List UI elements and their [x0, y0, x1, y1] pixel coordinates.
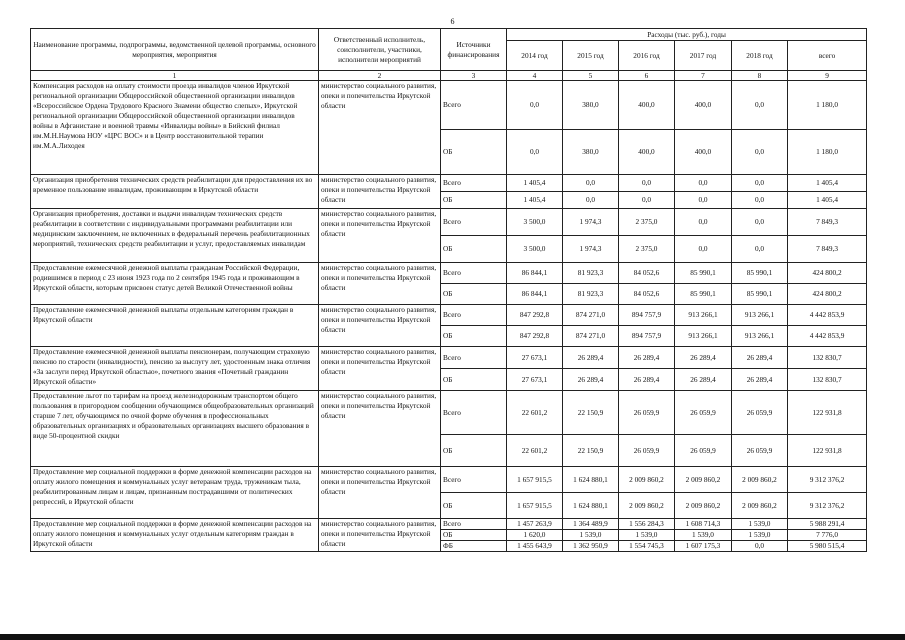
- total-value: 4 442 853,9: [788, 326, 867, 347]
- year-value: 1 364 489,9: [563, 519, 619, 530]
- total-value: 1 405,4: [788, 175, 867, 192]
- year-value: 0,0: [732, 236, 788, 263]
- total-value: 122 931,8: [788, 435, 867, 467]
- year-value: 0,0: [675, 209, 732, 236]
- column-index: 4: [507, 71, 563, 81]
- funding-source: Всего: [441, 263, 507, 284]
- year-value: 913 266,1: [675, 305, 732, 326]
- column-index: 8: [732, 71, 788, 81]
- header-executor: Ответственный исполнитель, соисполнители, участники, исполнители мероприятий: [319, 29, 441, 71]
- year-value: 0,0: [675, 175, 732, 192]
- year-value: 1 554 745,3: [619, 541, 675, 552]
- year-value: 26 289,4: [675, 347, 732, 369]
- column-index: 5: [563, 71, 619, 81]
- year-value: 1 455 643,9: [507, 541, 563, 552]
- year-value: 84 052,6: [619, 263, 675, 284]
- year-value: 874 271,0: [563, 305, 619, 326]
- year-value: 26 289,4: [732, 369, 788, 391]
- funding-source: ОБ: [441, 326, 507, 347]
- executor: министерство социального развития, опеки и попечительства Иркутской области: [319, 263, 441, 305]
- year-value: 85 990,1: [675, 284, 732, 305]
- total-value: 132 830,7: [788, 369, 867, 391]
- table-row: [31, 175, 867, 192]
- year-value: 2 009 860,2: [619, 493, 675, 519]
- year-value: 0,0: [732, 175, 788, 192]
- total-value: 1 180,0: [788, 81, 867, 130]
- activity-name: Компенсация расходов на оплату стоимости проезда инвалидов членов Иркутской региональной организации Общероссийской общественной организации инвалидов «Всероссийское Ордена Трудового Красного Знамени общество слепых», Иркутской региональной организации Общероссийской общественной организации инвалидов войны в Афганистане и военной травмы «Инвалиды войны» в Бийский филиал им.М.Н.Наумова НОУ «ЦРС ВОС» и в Центр восстановительной терапии им.М.А.Лиходея: [31, 81, 319, 175]
- executor: министерство социального развития, опеки и попечительства Иркутской области: [319, 467, 441, 519]
- year-value: 1 657 915,5: [507, 467, 563, 493]
- total-value: 9 312 376,2: [788, 467, 867, 493]
- year-value: 81 923,3: [563, 263, 619, 284]
- executor: министерство социального развития, опеки и попечительства Иркутской области: [319, 347, 441, 391]
- executor: министерство социального развития, опеки и попечительства Иркутской области: [319, 209, 441, 263]
- year-value: 22 150,9: [563, 435, 619, 467]
- year-value: 1 974,3: [563, 236, 619, 263]
- year-value: 913 266,1: [675, 326, 732, 347]
- funding-source: Всего: [441, 175, 507, 192]
- year-value: 86 844,1: [507, 284, 563, 305]
- table-row: [31, 391, 867, 435]
- year-value: 380,0: [563, 81, 619, 130]
- year-value: 0,0: [732, 541, 788, 552]
- year-value: 847 292,8: [507, 326, 563, 347]
- funding-source: Всего: [441, 391, 507, 435]
- year-value: 0,0: [507, 81, 563, 130]
- funding-source: ОБ: [441, 493, 507, 519]
- year-value: 913 266,1: [732, 305, 788, 326]
- column-index-row: [31, 71, 867, 81]
- year-value: 400,0: [675, 130, 732, 175]
- year-value: 1 405,4: [507, 175, 563, 192]
- activity-name: Предоставление ежемесячной денежной выплаты отдельным категориям граждан в Иркутской области: [31, 305, 319, 347]
- total-value: 7 776,0: [788, 530, 867, 541]
- funding-source: ОБ: [441, 369, 507, 391]
- funding-source: ОБ: [441, 530, 507, 541]
- column-index: 3: [441, 71, 507, 81]
- funding-source: ОБ: [441, 284, 507, 305]
- activity-name: Предоставление ежемесячной денежной выплаты гражданам Российской Федерации, родившимся в период с 23 июня 1923 года по 2 сентября 1945 года и проживающим в Иркутской области, которым присвоен статус детей Великой Отечественной войны: [31, 263, 319, 305]
- activity-name: Предоставление льгот по тарифам на проезд железнодорожным транспортом общего пользования в пригородном сообщении обучающимся общеобразовательных организаций старше 7 лет, обучающимся по очной форме обучения в профессиональных образовательных организациях и образовательных организациях высшего образования в виде 50-процентной скидки: [31, 391, 319, 467]
- year-value: 0,0: [507, 130, 563, 175]
- year-value: 400,0: [675, 81, 732, 130]
- total-value: 122 931,8: [788, 391, 867, 435]
- total-value: 5 988 291,4: [788, 519, 867, 530]
- year-value: 1 539,0: [732, 519, 788, 530]
- year-value: 26 059,9: [675, 391, 732, 435]
- year-value: 894 757,9: [619, 305, 675, 326]
- year-value: 0,0: [732, 130, 788, 175]
- total-value: 1 180,0: [788, 130, 867, 175]
- page-number: 6: [450, 17, 455, 26]
- page-bottom-edge: [0, 634, 905, 640]
- year-value: 27 673,1: [507, 347, 563, 369]
- total-value: 132 830,7: [788, 347, 867, 369]
- activity-name: Организация приобретения технических средств реабилитации для предоставления их во временное пользование инвалидам, проживающим в Иркутской области: [31, 175, 319, 209]
- year-value: 1 620,0: [507, 530, 563, 541]
- year-value: 0,0: [619, 175, 675, 192]
- year-value: 22 601,2: [507, 435, 563, 467]
- year-value: 2 375,0: [619, 236, 675, 263]
- header-year: 2015 год: [563, 41, 619, 71]
- year-value: 2 009 860,2: [732, 493, 788, 519]
- year-value: 0,0: [619, 192, 675, 209]
- executor: министерство социального развития, опеки и попечительства Иркутской области: [319, 175, 441, 209]
- year-value: 1 362 950,9: [563, 541, 619, 552]
- funding-source: Всего: [441, 209, 507, 236]
- executor: министерство социального развития, опеки и попечительства Иркутской области: [319, 391, 441, 467]
- table-row: [31, 347, 867, 369]
- activity-name: Предоставление мер социальной поддержки в форме денежной компенсации расходов на оплату жилого помещения и коммунальных услуг ветеранам труда, труженикам тыла, реабилитированным лицам и лицам, признанным пострадавшими от политических репрессий, в Иркутской области: [31, 467, 319, 519]
- year-value: 1 624 880,1: [563, 467, 619, 493]
- year-value: 22 150,9: [563, 391, 619, 435]
- year-value: 847 292,8: [507, 305, 563, 326]
- year-value: 400,0: [619, 130, 675, 175]
- column-index: 7: [675, 71, 732, 81]
- activity-name: Организация приобретения, доставки и выдачи инвалидам технических средств реабилитации в соответствии с индивидуальными программами реабилитации или медицинским заключением, не включенных в федеральный перечень реабилитационных мероприятий, технических средств реабилитации и услуг, предоставляемых инвалидам: [31, 209, 319, 263]
- header-source: Источники финансирования: [441, 29, 507, 71]
- executor: министерство социального развития, опеки и попечительства Иркутской области: [319, 519, 441, 552]
- year-value: 874 271,0: [563, 326, 619, 347]
- table-row: [31, 305, 867, 326]
- year-value: 1 556 284,3: [619, 519, 675, 530]
- total-value: 4 442 853,9: [788, 305, 867, 326]
- year-value: 2 009 860,2: [732, 467, 788, 493]
- activity-name: Предоставление ежемесячной денежной выплаты пенсионерам, получающим страховую пенсию по старости (инвалидности), пенсию за выслугу лет, удостоенным знака отличия «За заслуги перед Иркутской областью», почетного звания «Почетный гражданин Иркутской области»: [31, 347, 319, 391]
- year-value: 913 266,1: [732, 326, 788, 347]
- year-value: 0,0: [732, 209, 788, 236]
- year-value: 0,0: [563, 175, 619, 192]
- year-value: 26 289,4: [619, 369, 675, 391]
- funding-source: ОБ: [441, 236, 507, 263]
- year-value: 22 601,2: [507, 391, 563, 435]
- year-value: 3 500,0: [507, 236, 563, 263]
- column-index: 9: [788, 71, 867, 81]
- table-body: [31, 81, 867, 552]
- year-value: 27 673,1: [507, 369, 563, 391]
- year-value: 26 059,9: [619, 391, 675, 435]
- header-year: 2017 год: [675, 41, 732, 71]
- column-index: 2: [319, 71, 441, 81]
- executor: министерство социального развития, опеки и попечительства Иркутской области: [319, 305, 441, 347]
- funding-source: ФБ: [441, 541, 507, 552]
- year-value: 1 539,0: [732, 530, 788, 541]
- total-value: 7 849,3: [788, 236, 867, 263]
- funding-source: Всего: [441, 347, 507, 369]
- year-value: 3 500,0: [507, 209, 563, 236]
- funding-source: ОБ: [441, 192, 507, 209]
- header-year: 2016 год: [619, 41, 675, 71]
- year-value: 2 009 860,2: [619, 467, 675, 493]
- year-value: 85 990,1: [675, 263, 732, 284]
- funding-source: ОБ: [441, 435, 507, 467]
- total-value: 1 405,4: [788, 192, 867, 209]
- year-value: 1 608 714,3: [675, 519, 732, 530]
- year-value: 1 539,0: [675, 530, 732, 541]
- year-value: 26 289,4: [675, 369, 732, 391]
- column-index: 6: [619, 71, 675, 81]
- year-value: 26 289,4: [732, 347, 788, 369]
- table-row: [31, 519, 867, 530]
- year-value: 26 289,4: [619, 347, 675, 369]
- year-value: 400,0: [619, 81, 675, 130]
- year-value: 85 990,1: [732, 263, 788, 284]
- year-value: 81 923,3: [563, 284, 619, 305]
- budget-table: [30, 28, 867, 552]
- year-value: 1 405,4: [507, 192, 563, 209]
- year-value: 0,0: [675, 236, 732, 263]
- funding-source: ОБ: [441, 130, 507, 175]
- year-value: 26 059,9: [619, 435, 675, 467]
- year-value: 26 059,9: [675, 435, 732, 467]
- year-value: 0,0: [675, 192, 732, 209]
- year-value: 1 974,3: [563, 209, 619, 236]
- year-value: 86 844,1: [507, 263, 563, 284]
- year-value: 894 757,9: [619, 326, 675, 347]
- table-row: [31, 467, 867, 493]
- table-row: [31, 81, 867, 130]
- table-row: [31, 209, 867, 236]
- year-value: 1 539,0: [619, 530, 675, 541]
- header-year: 2018 год: [732, 41, 788, 71]
- year-value: 84 052,6: [619, 284, 675, 305]
- total-value: 5 980 515,4: [788, 541, 867, 552]
- year-value: 0,0: [732, 81, 788, 130]
- year-value: 380,0: [563, 130, 619, 175]
- year-value: 0,0: [732, 192, 788, 209]
- year-value: 1 457 263,9: [507, 519, 563, 530]
- executor: министерство социального развития, опеки и попечительства Иркутской области: [319, 81, 441, 175]
- total-value: 424 800,2: [788, 284, 867, 305]
- total-value: 424 800,2: [788, 263, 867, 284]
- year-value: 0,0: [563, 192, 619, 209]
- year-value: 1 624 880,1: [563, 493, 619, 519]
- column-index: 1: [31, 71, 319, 81]
- header-costs: Расходы (тыс. руб.), годы: [507, 29, 867, 41]
- year-value: 1 607 175,3: [675, 541, 732, 552]
- year-value: 1 539,0: [563, 530, 619, 541]
- table-row: [31, 263, 867, 284]
- year-value: 26 289,4: [563, 369, 619, 391]
- year-value: 2 009 860,2: [675, 493, 732, 519]
- funding-source: Всего: [441, 519, 507, 530]
- year-value: 2 009 860,2: [675, 467, 732, 493]
- year-value: 85 990,1: [732, 284, 788, 305]
- year-value: 26 059,9: [732, 435, 788, 467]
- activity-name: Предоставление мер социальной поддержки в форме денежной компенсации расходов на оплату жилого помещения и коммунальных услуг отдельным категориям граждан в Иркутской области: [31, 519, 319, 552]
- header-total: всего: [788, 41, 867, 71]
- year-value: 26 289,4: [563, 347, 619, 369]
- year-value: 2 375,0: [619, 209, 675, 236]
- total-value: 9 312 376,2: [788, 493, 867, 519]
- header-name: Наименование программы, подпрограммы, ведомственной целевой программы, основного мероприятия, мероприятия: [31, 29, 319, 71]
- funding-source: Всего: [441, 467, 507, 493]
- year-value: 26 059,9: [732, 391, 788, 435]
- year-value: 1 657 915,5: [507, 493, 563, 519]
- funding-source: Всего: [441, 81, 507, 130]
- total-value: 7 849,3: [788, 209, 867, 236]
- header-year: 2014 год: [507, 41, 563, 71]
- funding-source: Всего: [441, 305, 507, 326]
